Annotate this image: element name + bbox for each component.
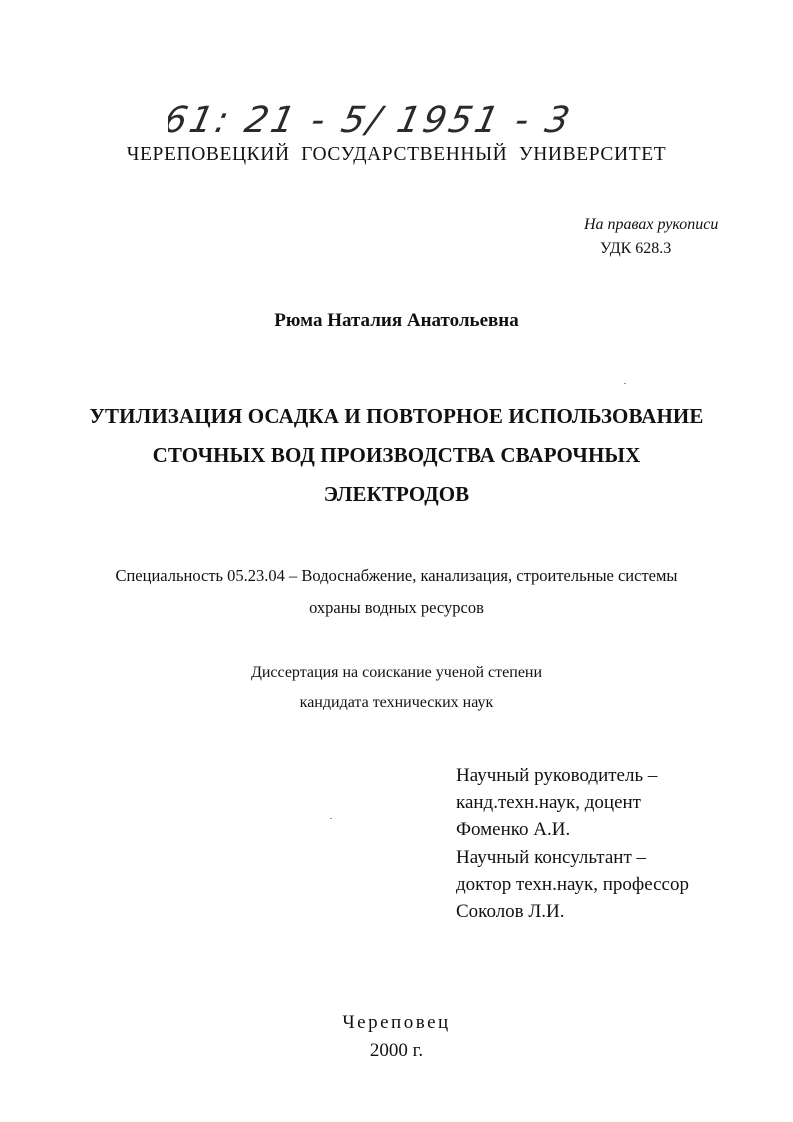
scan-speck <box>624 383 626 384</box>
university-name: ЧЕРЕПОВЕЦКИЙ ГОСУДАРСТВЕННЫЙ УНИВЕРСИТЕТ <box>126 144 667 165</box>
supervisor-block <box>456 762 657 843</box>
consultant-block <box>456 844 689 925</box>
publication-year: 2000 г. <box>369 1040 424 1061</box>
supervisor-name: Фоменко А.И. <box>456 819 571 840</box>
dissertation-line-2: кандидата технических наук <box>299 694 494 711</box>
consultant-role: Научный консультант – <box>456 847 646 868</box>
city-name: Череповец <box>342 1012 451 1033</box>
manuscript-note: На правах рукописи <box>584 216 719 233</box>
author-name: Рюма Наталия Анатольевна <box>274 310 519 331</box>
consultant-name: Соколов Л.И. <box>456 901 565 922</box>
thesis-title-line-1: УТИЛИЗАЦИЯ ОСАДКА И ПОВТОРНОЕ ИСПОЛЬЗОВАНИЕ <box>89 404 704 428</box>
handwritten-code-text: 61: 21 - 5/ 1951 - 3 <box>168 98 577 141</box>
scan-speck <box>330 818 332 819</box>
handwritten-code-svg <box>168 92 588 144</box>
consultant-degree: доктор техн.наук, профессор <box>456 874 689 895</box>
supervisor-role: Научный руководитель – <box>456 765 658 786</box>
specialty-line-1: Специальность 05.23.04 – Водоснабжение, канализация, строительные системы <box>115 566 678 585</box>
handwritten-archive-code <box>168 92 588 144</box>
thesis-title-line-3: ЭЛЕКТРОДОВ <box>323 482 470 506</box>
specialty-line-2: охраны водных ресурсов <box>309 598 484 617</box>
udk-code: УДК 628.3 <box>600 240 672 257</box>
thesis-title-line-2: СТОЧНЫХ ВОД ПРОИЗВОДСТВА СВАРОЧНЫХ <box>152 443 641 467</box>
supervisor-degree: канд.техн.наук, доцент <box>456 792 641 813</box>
dissertation-line-1: Диссертация на соискание ученой степени <box>250 664 543 681</box>
